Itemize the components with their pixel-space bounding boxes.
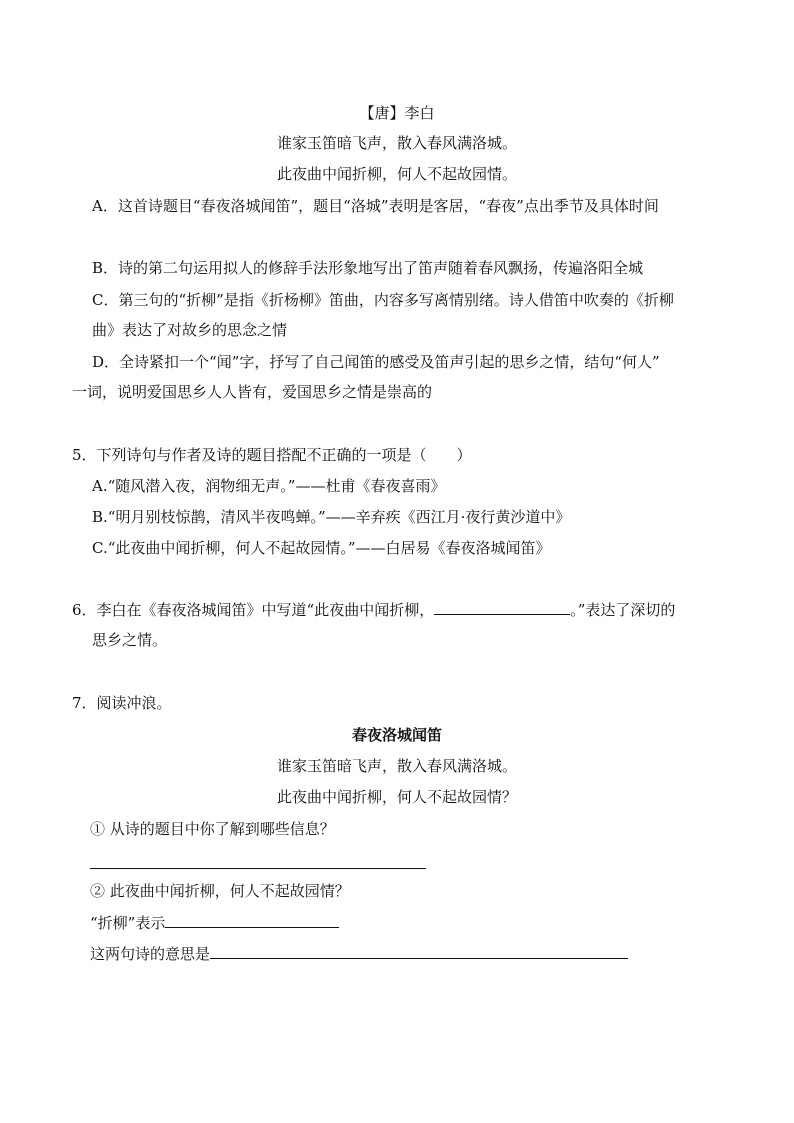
question-5-option-c: C.“此夜曲中闻折柳，何人不起故园情。”——白居易《春夜洛城闻笛》 [92, 539, 551, 557]
option-d-line2: 一词，说明爱国思乡人人皆有，爱国思乡之情是崇高的 [72, 383, 433, 401]
question-5-stem: 5．下列诗句与作者及诗的题目搭配不正确的一项是（ ） [72, 446, 472, 464]
poem-author: 【唐】李白 [359, 104, 435, 122]
poem-title: 春夜洛城闻笛 [351, 726, 442, 744]
option-d-line1: D．全诗紧扣一个“闻”字，抒写了自己闻笛的感受及笛声引起的思乡之情，结句“何人” [92, 353, 660, 371]
poem-line-1: 谁家玉笛暗飞声，散入春风满洛城。 [276, 134, 517, 152]
question-6-stem [72, 600, 675, 620]
poem-meaning-answer-blank[interactable] [210, 944, 628, 959]
question-7-poem-line-1: 谁家玉笛暗飞声，散入春风满洛城。 [276, 757, 517, 775]
question-7-poem-line-2: 此夜曲中闻折柳，何人不起故园情？ [276, 788, 517, 806]
option-c-line1: C．第三句的“折柳”是指《折杨柳》笛曲，内容多写离情别绪。诗人借笛中吹奏的《折柳 [92, 291, 674, 309]
poem-line-2: 此夜曲中闻折柳，何人不起故园情。 [276, 165, 517, 183]
option-b: B．诗的第二句运用拟人的修辞手法形象地写出了笛声随着春风飘扬，传遍洛阳全城 [92, 259, 644, 277]
zheliu-answer-blank[interactable] [165, 913, 339, 928]
question-5-option-b: B.“明月别枝惊鹊，清风半夜鸣蝉。”——辛弃疾《西江月·夜行黄沙道中》 [92, 508, 571, 526]
sub-question-1: ① 从诗的题目中你了解到哪些信息？ [90, 820, 335, 838]
question-6-text-before: 6．李白在《春夜洛城闻笛》中写道“此夜曲中闻折柳， [72, 601, 435, 619]
poem-meaning-label: 这两句诗的意思是 [90, 945, 211, 963]
option-a: A．这首诗题目“春夜洛城闻笛”，题目“洛城”表明是客居，“春夜”点出季节及具体时间 [92, 197, 659, 215]
poem-meaning-row [90, 944, 628, 964]
option-c-line2: 曲》表达了对故乡的思念之情 [92, 321, 288, 339]
zheliu-label: “折柳”表示 [90, 914, 166, 932]
question-5-option-a: A.“随风潜入夜，润物细无声。”——杜甫《春夜喜雨》 [92, 477, 446, 495]
question-6-stem-line2: 思乡之情。 [92, 631, 168, 649]
sub-question-2: ② 此夜曲中闻折柳，何人不起故园情？ [90, 882, 350, 900]
question-7-stem: 7．阅读冲浪。 [72, 694, 172, 712]
question-6-text-after: 。”表达了深切的 [570, 601, 676, 619]
question-6-answer-blank[interactable] [434, 600, 570, 615]
zheliu-meaning-row [90, 913, 339, 933]
sub-question-1-answer-line[interactable] [90, 868, 426, 869]
